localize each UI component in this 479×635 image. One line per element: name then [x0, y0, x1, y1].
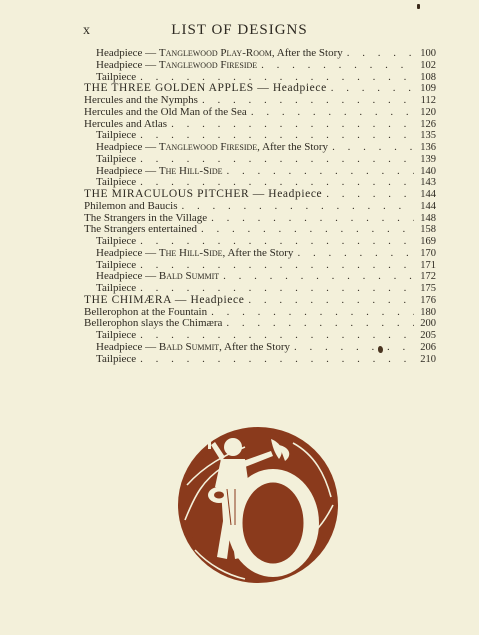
- entry-title-suffix: , After the Story: [271, 47, 343, 59]
- dot-leader: [207, 213, 414, 225]
- entry-page-number: 200: [420, 318, 436, 330]
- dot-leader: [167, 119, 414, 131]
- list-item: [84, 318, 436, 330]
- dot-leader: [244, 295, 414, 307]
- entry-title-smallcaps: Tanglewood Fireside: [158, 141, 258, 153]
- entry-page-number: 136: [420, 142, 436, 153]
- entry-page-number: 170: [420, 247, 436, 259]
- entry-title-smallcaps: Bald Summit: [158, 270, 220, 283]
- entry-page-number: 172: [420, 271, 436, 283]
- entry-title-smallcaps: Tanglewood Fireside: [158, 58, 258, 71]
- entry-page-number: 169: [420, 236, 436, 247]
- entry-title-smallcaps: Tanglewood Play-Room: [158, 47, 272, 59]
- list-of-designs: [84, 48, 436, 365]
- entry-page-number: 109: [420, 83, 436, 95]
- entry-title-text: Hercules and the Old Man of the Sea: [84, 105, 247, 118]
- entry-page-number: 158: [420, 224, 436, 236]
- entry-page-number: 139: [420, 153, 436, 165]
- entry-title-suffix: , After the Story: [257, 141, 329, 153]
- entry-title-text: Headpiece —: [96, 47, 159, 59]
- entry-title-text: Hercules and the Nymphs: [84, 94, 198, 106]
- entry-title-text: The Strangers in the Village: [84, 211, 208, 224]
- entry-title-text: Headpiece —: [96, 270, 159, 283]
- entry-title-text: Headpiece —: [96, 141, 159, 153]
- entry-page-number: 126: [420, 118, 436, 130]
- entry-title-text: Bellerophon slays the Chimæra: [84, 317, 223, 330]
- entry-title-suffix: , After the Story: [219, 340, 291, 353]
- list-item: [84, 224, 436, 236]
- entry-title-text: Tailpiece: [96, 282, 137, 294]
- entry-page-number: 144: [420, 189, 436, 200]
- entry-page-number: 148: [420, 212, 436, 224]
- entry-page-number: 144: [420, 200, 436, 212]
- entry-page-number: 171: [420, 259, 436, 271]
- dot-leader: [207, 307, 414, 319]
- entry-title-text: Tailpiece: [96, 235, 137, 247]
- dot-leader: [293, 248, 414, 260]
- dot-leader: [223, 166, 414, 178]
- ink-blot: [378, 346, 383, 353]
- dot-leader: [322, 189, 414, 201]
- entry-title-text: Tailpiece: [96, 329, 137, 341]
- entry-title-text: Philemon and Baucis: [84, 199, 178, 212]
- entry-title-text: Headpiece —: [96, 340, 159, 353]
- entry-title-text: THE THREE GOLDEN APPLES — Headpiece: [84, 82, 327, 95]
- entry-page-number: 210: [420, 353, 436, 365]
- dot-leader: [219, 271, 414, 283]
- entry-page-number: 205: [420, 330, 436, 341]
- entry-page-number: 100: [420, 48, 436, 59]
- list-item: [84, 119, 436, 131]
- ornamental-letter-o-icon: [175, 425, 341, 585]
- list-item: [84, 271, 436, 283]
- entry-page-number: 176: [420, 294, 436, 306]
- dot-leader: [197, 224, 414, 236]
- page-number: x: [83, 23, 91, 38]
- entry-title-text: THE CHIMÆRA — Headpiece: [84, 293, 245, 306]
- entry-page-number: 143: [420, 177, 436, 189]
- entry-title-text: Headpiece —: [96, 58, 159, 71]
- entry-page-number: 206: [420, 341, 436, 353]
- entry-title-text: Tailpiece: [96, 176, 137, 189]
- page-title: LIST OF DESIGNS: [171, 22, 308, 38]
- entry-page-number: 175: [420, 283, 436, 294]
- entry-title-text: Tailpiece: [96, 258, 137, 271]
- entry-title-smallcaps: The Hill-Side: [158, 164, 223, 177]
- entry-title-text: Hercules and Atlas: [84, 117, 168, 130]
- entry-page-number: 102: [420, 59, 436, 71]
- entry-page-number: 135: [420, 130, 436, 142]
- dot-leader: [136, 354, 414, 366]
- list-item: [84, 60, 436, 72]
- entry-page-number: 108: [420, 71, 436, 83]
- dot-leader: [343, 48, 414, 60]
- list-item: [84, 248, 436, 260]
- dot-leader: [290, 342, 414, 354]
- entry-page-number: 180: [420, 306, 436, 318]
- entry-title-text: Tailpiece: [96, 152, 137, 165]
- entry-title-text: The Strangers entertained: [84, 223, 198, 236]
- entry-title-text: THE MIRACULOUS PITCHER — Headpiece: [84, 188, 323, 200]
- list-item: [84, 142, 436, 154]
- entry-title-text: Headpiece —: [96, 164, 159, 177]
- dot-leader: [178, 201, 415, 213]
- entry-title-suffix: , After the Story: [222, 246, 294, 259]
- entry-title-smallcaps: The Hill-Side: [158, 246, 223, 259]
- list-item: [84, 166, 436, 178]
- list-item: [84, 354, 436, 366]
- entry-title-text: Tailpiece: [96, 129, 137, 142]
- entry-title-text: Tailpiece: [96, 70, 137, 83]
- dot-leader: [257, 60, 414, 72]
- list-item: [84, 342, 436, 354]
- entry-page-number: 140: [420, 165, 436, 177]
- ink-speck: [417, 4, 420, 9]
- entry-page-number: 120: [420, 106, 436, 118]
- entry-title: [84, 354, 136, 366]
- entry-title-text: Headpiece —: [96, 246, 159, 259]
- entry-title-smallcaps: Bald Summit: [158, 340, 220, 353]
- entry-title-text: Tailpiece: [96, 352, 137, 365]
- entry-title-text: Bellerophon at the Fountain: [84, 305, 208, 318]
- dot-leader: [328, 142, 414, 154]
- dot-leader: [327, 83, 414, 95]
- dot-leader: [222, 318, 414, 330]
- dot-leader: [247, 107, 414, 119]
- entry-page-number: 112: [420, 95, 436, 106]
